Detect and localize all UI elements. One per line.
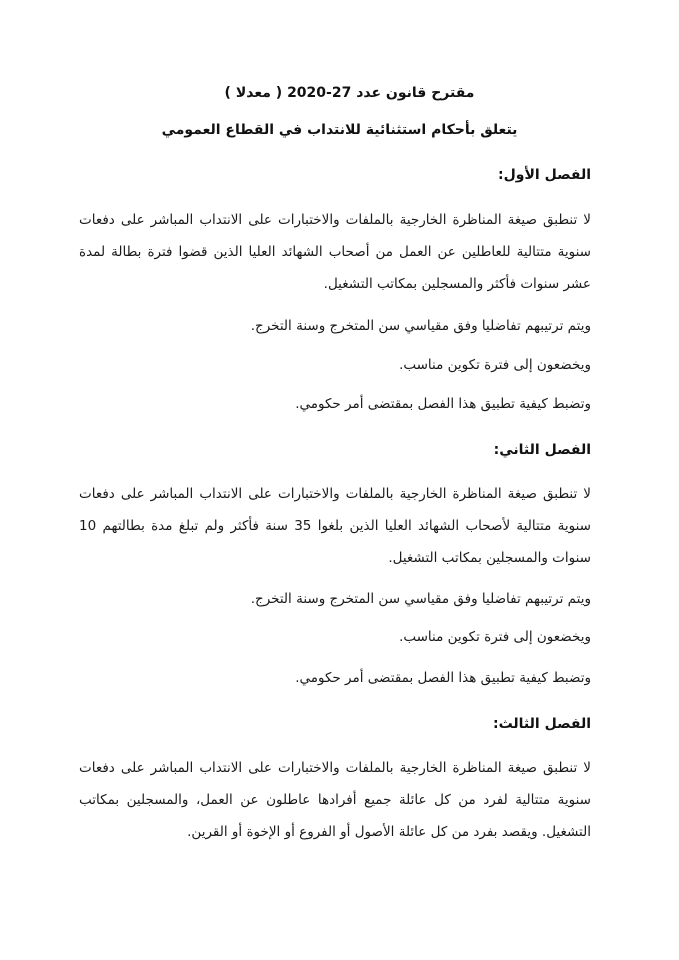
section-2-line-1: ويتم ترتيبهم تفاضليا وفق مقياسي سن المتخرج وسنة التخرج.	[250, 591, 591, 607]
section-3-heading: الفصل الثالث:	[493, 716, 591, 732]
section-1-paragraph: لا تنطبق صيغة المناظرة الخارجية بالملفات والاختبارات على الانتداب المباشر على دفعات سنوية متتالية للعاطلين عن العمل من أصحاب الشهائد العليا الذين قضوا فترة بطالة لمدة عشر سنوات فأكثر والمسجلين بمكاتب التشغيل.	[79, 212, 591, 292]
section-2-paragraph: لا تنطبق صيغة المناظرة الخارجية بالملفات والاختبارات على الانتداب المباشر على دفعات سنوية متتالية لأصحاب الشهائد العليا الذين بلغوا 35 سنة فأكثر ولم تبلغ مدة بطالتهم 10 سنوات والمسجلين بمكاتب التشغيل.	[79, 486, 591, 566]
section-2-heading: الفصل الثاني:	[493, 442, 591, 458]
section-3-paragraph: لا تنطبق صيغة المناظرة الخارجية بالملفات والاختبارات على الانتداب المباشر على دفعات سنوية متتالية لفرد من كل عائلة جميع أفرادها عاطلون عن العمل، والمسجلين بمكاتب التشغيل. ويقصد بفرد من كل عائلة الأصول أو الفروع أو الإخوة أو القرين.	[79, 760, 591, 840]
section-1-line-3: وتضبط كيفية تطبيق هذا الفصل بمقتضى أمر حكومي.	[295, 396, 591, 412]
section-2-line-3: وتضبط كيفية تطبيق هذا الفصل بمقتضى أمر حكومي.	[295, 670, 591, 686]
section-1-heading: الفصل الأول:	[498, 167, 591, 183]
document-subtitle: يتعلق بأحكام استثنائية للانتداب في القطاع العمومي	[161, 122, 518, 138]
document-title: مقترح قانون عدد 27-2020 ( معدلا )	[224, 85, 475, 101]
section-1-line-1: ويتم ترتيبهم تفاضليا وفق مقياسي سن المتخرج وسنة التخرج.	[250, 318, 591, 334]
section-1-line-2: ويخضعون إلى فترة تكوين مناسب.	[399, 357, 591, 373]
section-2-line-2: ويخضعون إلى فترة تكوين مناسب.	[399, 629, 591, 645]
